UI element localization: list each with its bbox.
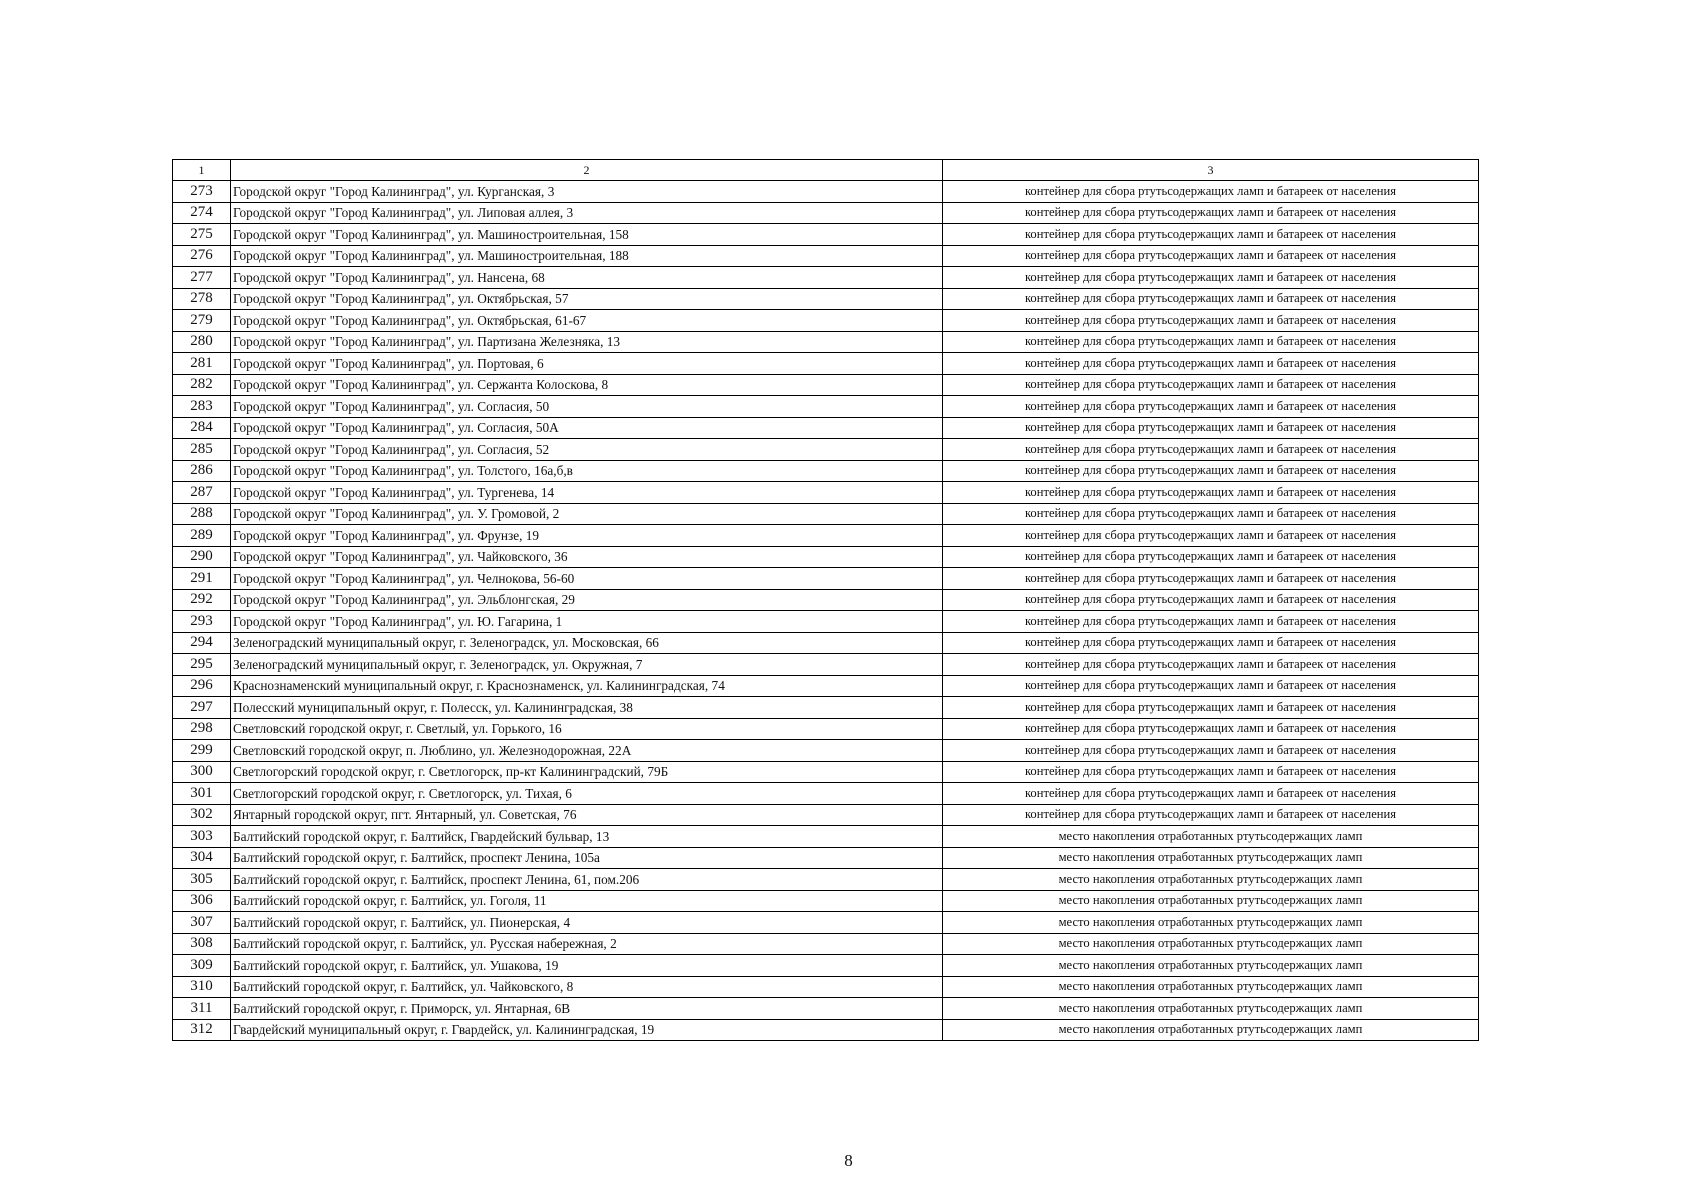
row-number-cell: 310	[173, 976, 231, 998]
facility-type-cell: контейнер для сбора ртутьсодержащих ламп и батареек от населения	[943, 374, 1479, 396]
row-number-cell: 303	[173, 826, 231, 848]
facility-type-cell: контейнер для сбора ртутьсодержащих ламп и батареек от населения	[943, 697, 1479, 719]
facility-type-cell: место накопления отработанных ртутьсодержащих ламп	[943, 890, 1479, 912]
address-cell: Краснознаменский муниципальный округ, г. Краснознаменск, ул. Калининградская, 74	[231, 675, 943, 697]
table-row	[173, 869, 1479, 891]
address-cell: Балтийский городской округ, г. Балтийск, ул. Пионерская, 4	[231, 912, 943, 934]
facility-type-cell: контейнер для сбора ртутьсодержащих ламп и батареек от населения	[943, 783, 1479, 805]
facility-type-cell: контейнер для сбора ртутьсодержащих ламп и батареек от населения	[943, 718, 1479, 740]
table-row	[173, 632, 1479, 654]
address-cell: Полесский муниципальный округ, г. Полесск, ул. Калининградская, 38	[231, 697, 943, 719]
address-cell: Балтийский городской округ, г. Балтийск, ул. Ушакова, 19	[231, 955, 943, 977]
table-row	[173, 761, 1479, 783]
row-number-cell: 294	[173, 632, 231, 654]
row-number-cell: 304	[173, 847, 231, 869]
address-cell: Балтийский городской округ, г. Балтийск, ул. Русская набережная, 2	[231, 933, 943, 955]
facility-type-cell: место накопления отработанных ртутьсодержащих ламп	[943, 826, 1479, 848]
address-cell: Городской округ "Город Калининград", ул. Курганская, 3	[231, 181, 943, 203]
table-row	[173, 804, 1479, 826]
facility-type-cell: место накопления отработанных ртутьсодержащих ламп	[943, 1019, 1479, 1041]
facility-type-cell: контейнер для сбора ртутьсодержащих ламп и батареек от населения	[943, 353, 1479, 375]
address-cell: Городской округ "Город Калининград", ул. Фрунзе, 19	[231, 525, 943, 547]
column-header-3: 3	[943, 160, 1479, 181]
address-cell: Янтарный городской округ, пгт. Янтарный, ул. Советская, 76	[231, 804, 943, 826]
table-row	[173, 546, 1479, 568]
facility-type-cell: контейнер для сбора ртутьсодержащих ламп и батареек от населения	[943, 310, 1479, 332]
facility-type-cell: место накопления отработанных ртутьсодержащих ламп	[943, 976, 1479, 998]
facility-type-cell: контейнер для сбора ртутьсодержащих ламп и батареек от населения	[943, 439, 1479, 461]
facility-type-cell: контейнер для сбора ртутьсодержащих ламп и батареек от населения	[943, 224, 1479, 246]
facility-type-cell: контейнер для сбора ртутьсодержащих ламп и батареек от населения	[943, 675, 1479, 697]
facility-type-cell: контейнер для сбора ртутьсодержащих ламп и батареек от населения	[943, 202, 1479, 224]
table-row	[173, 933, 1479, 955]
row-number-cell: 311	[173, 998, 231, 1020]
table-row	[173, 503, 1479, 525]
address-cell: Городской округ "Город Калининград", ул. Тургенева, 14	[231, 482, 943, 504]
row-number-cell: 312	[173, 1019, 231, 1041]
row-number-cell: 289	[173, 525, 231, 547]
table-row	[173, 353, 1479, 375]
table-row	[173, 955, 1479, 977]
table-row	[173, 267, 1479, 289]
table-row	[173, 181, 1479, 203]
table-row	[173, 847, 1479, 869]
row-number-cell: 273	[173, 181, 231, 203]
address-cell: Городской округ "Город Калининград", ул. Толстого, 16а,б,в	[231, 460, 943, 482]
facility-type-cell: контейнер для сбора ртутьсодержащих ламп и батареек от населения	[943, 245, 1479, 267]
row-number-cell: 277	[173, 267, 231, 289]
address-cell: Городской округ "Город Калининград", ул. Машиностроительная, 188	[231, 245, 943, 267]
address-cell: Городской округ "Город Калининград", ул. Октябрьская, 61-67	[231, 310, 943, 332]
table-row	[173, 460, 1479, 482]
facility-type-cell: место накопления отработанных ртутьсодержащих ламп	[943, 869, 1479, 891]
address-cell: Городской округ "Город Калининград", ул. Эльблонгская, 29	[231, 589, 943, 611]
table-row	[173, 331, 1479, 353]
facility-type-cell: контейнер для сбора ртутьсодержащих ламп и батареек от населения	[943, 267, 1479, 289]
address-cell: Светлогорский городской округ, г. Светлогорск, ул. Тихая, 6	[231, 783, 943, 805]
address-cell: Балтийский городской округ, г. Балтийск, проспект Ленина, 105а	[231, 847, 943, 869]
row-number-cell: 298	[173, 718, 231, 740]
facility-type-cell: место накопления отработанных ртутьсодержащих ламп	[943, 912, 1479, 934]
address-cell: Городской округ "Город Калининград", ул. Чайковского, 36	[231, 546, 943, 568]
facility-type-cell: контейнер для сбора ртутьсодержащих ламп и батареек от населения	[943, 568, 1479, 590]
address-cell: Городской округ "Город Калининград", ул. Сержанта Колоскова, 8	[231, 374, 943, 396]
table-row	[173, 718, 1479, 740]
row-number-cell: 302	[173, 804, 231, 826]
column-header-1: 1	[173, 160, 231, 181]
table-row	[173, 396, 1479, 418]
row-number-cell: 286	[173, 460, 231, 482]
facility-type-cell: контейнер для сбора ртутьсодержащих ламп и батареек от населения	[943, 589, 1479, 611]
row-number-cell: 293	[173, 611, 231, 633]
row-number-cell: 278	[173, 288, 231, 310]
facility-type-cell: контейнер для сбора ртутьсодержащих ламп и батареек от населения	[943, 417, 1479, 439]
address-cell: Городской округ "Город Калининград", ул. Машиностроительная, 158	[231, 224, 943, 246]
row-number-cell: 282	[173, 374, 231, 396]
facility-type-cell: контейнер для сбора ртутьсодержащих ламп и батареек от населения	[943, 546, 1479, 568]
table-row	[173, 826, 1479, 848]
row-number-cell: 287	[173, 482, 231, 504]
table-header-row	[173, 160, 1479, 181]
address-cell: Городской округ "Город Калининград", ул. У. Громовой, 2	[231, 503, 943, 525]
table-row	[173, 245, 1479, 267]
table-row	[173, 439, 1479, 461]
table-row	[173, 417, 1479, 439]
table-row	[173, 890, 1479, 912]
row-number-cell: 292	[173, 589, 231, 611]
table-row	[173, 374, 1479, 396]
address-cell: Балтийский городской округ, г. Балтийск, ул. Чайковского, 8	[231, 976, 943, 998]
row-number-cell: 308	[173, 933, 231, 955]
facility-type-cell: контейнер для сбора ртутьсодержащих ламп и батареек от населения	[943, 804, 1479, 826]
facility-type-cell: контейнер для сбора ртутьсодержащих ламп и батареек от населения	[943, 632, 1479, 654]
address-cell: Городской округ "Город Калининград", ул. Согласия, 50А	[231, 417, 943, 439]
row-number-cell: 274	[173, 202, 231, 224]
row-number-cell: 290	[173, 546, 231, 568]
column-header-2: 2	[231, 160, 943, 181]
row-number-cell: 280	[173, 331, 231, 353]
table-row	[173, 740, 1479, 762]
table-row	[173, 654, 1479, 676]
facility-type-cell: контейнер для сбора ртутьсодержащих ламп и батареек от населения	[943, 288, 1479, 310]
table-row	[173, 288, 1479, 310]
address-cell: Светлогорский городской округ, г. Светлогорск, пр-кт Калининградский, 79Б	[231, 761, 943, 783]
table-row	[173, 310, 1479, 332]
facility-type-cell: контейнер для сбора ртутьсодержащих ламп и батареек от населения	[943, 525, 1479, 547]
row-number-cell: 305	[173, 869, 231, 891]
facility-type-cell: контейнер для сбора ртутьсодержащих ламп и батареек от населения	[943, 331, 1479, 353]
address-cell: Городской округ "Город Калининград", ул. Липовая аллея, 3	[231, 202, 943, 224]
address-cell: Светловский городской округ, г. Светлый, ул. Горького, 16	[231, 718, 943, 740]
row-number-cell: 295	[173, 654, 231, 676]
row-number-cell: 288	[173, 503, 231, 525]
row-number-cell: 307	[173, 912, 231, 934]
table-row	[173, 697, 1479, 719]
row-number-cell: 301	[173, 783, 231, 805]
row-number-cell: 275	[173, 224, 231, 246]
table-row	[173, 224, 1479, 246]
row-number-cell: 299	[173, 740, 231, 762]
table-row	[173, 202, 1479, 224]
address-cell: Балтийский городской округ, г. Балтийск, проспект Ленина, 61, пом.206	[231, 869, 943, 891]
table-row	[173, 976, 1479, 998]
table-row	[173, 568, 1479, 590]
address-cell: Городской округ "Город Калининград", ул. Портовая, 6	[231, 353, 943, 375]
table-row	[173, 675, 1479, 697]
facility-type-cell: контейнер для сбора ртутьсодержащих ламп и батареек от населения	[943, 611, 1479, 633]
table-row	[173, 783, 1479, 805]
row-number-cell: 283	[173, 396, 231, 418]
address-cell: Балтийский городской округ, г. Балтийск, Гвардейский бульвар, 13	[231, 826, 943, 848]
address-cell: Городской округ "Город Калининград", ул. Нансена, 68	[231, 267, 943, 289]
row-number-cell: 279	[173, 310, 231, 332]
row-number-cell: 297	[173, 697, 231, 719]
address-cell: Балтийский городской округ, г. Приморск, ул. Янтарная, 6В	[231, 998, 943, 1020]
table-row	[173, 482, 1479, 504]
address-cell: Городской округ "Город Калининград", ул. Согласия, 52	[231, 439, 943, 461]
facility-type-cell: контейнер для сбора ртутьсодержащих ламп и батареек от населения	[943, 503, 1479, 525]
address-cell: Городской округ "Город Калининград", ул. Октябрьская, 57	[231, 288, 943, 310]
address-cell: Городской округ "Город Калининград", ул. Челнокова, 56-60	[231, 568, 943, 590]
facility-type-cell: контейнер для сбора ртутьсодержащих ламп и батареек от населения	[943, 396, 1479, 418]
row-number-cell: 291	[173, 568, 231, 590]
table-row	[173, 525, 1479, 547]
table-row	[173, 998, 1479, 1020]
facility-type-cell: контейнер для сбора ртутьсодержащих ламп и батареек от населения	[943, 740, 1479, 762]
row-number-cell: 296	[173, 675, 231, 697]
address-cell: Зеленоградский муниципальный округ, г. Зеленоградск, ул. Окружная, 7	[231, 654, 943, 676]
address-cell: Гвардейский муниципальный округ, г. Гвардейск, ул. Калининградская, 19	[231, 1019, 943, 1041]
facility-type-cell: место накопления отработанных ртутьсодержащих ламп	[943, 955, 1479, 977]
row-number-cell: 284	[173, 417, 231, 439]
facility-type-cell: контейнер для сбора ртутьсодержащих ламп и батареек от населения	[943, 181, 1479, 203]
facility-type-cell: контейнер для сбора ртутьсодержащих ламп и батареек от населения	[943, 482, 1479, 504]
table-row	[173, 611, 1479, 633]
table-row	[173, 589, 1479, 611]
table-body	[173, 160, 1479, 1041]
row-number-cell: 285	[173, 439, 231, 461]
data-table	[172, 159, 1479, 1041]
address-cell: Балтийский городской округ, г. Балтийск, ул. Гоголя, 11	[231, 890, 943, 912]
address-cell: Городской округ "Город Калининград", ул. Согласия, 50	[231, 396, 943, 418]
address-cell: Городской округ "Город Калининград", ул. Партизана Железняка, 13	[231, 331, 943, 353]
facility-type-cell: место накопления отработанных ртутьсодержащих ламп	[943, 998, 1479, 1020]
row-number-cell: 276	[173, 245, 231, 267]
table-row	[173, 1019, 1479, 1041]
row-number-cell: 309	[173, 955, 231, 977]
facility-type-cell: место накопления отработанных ртутьсодержащих ламп	[943, 933, 1479, 955]
row-number-cell: 281	[173, 353, 231, 375]
table-row	[173, 912, 1479, 934]
row-number-cell: 300	[173, 761, 231, 783]
facility-type-cell: контейнер для сбора ртутьсодержащих ламп и батареек от населения	[943, 654, 1479, 676]
page-number: 8	[844, 1151, 853, 1170]
address-cell: Светловский городской округ, п. Люблино, ул. Железнодорожная, 22А	[231, 740, 943, 762]
facility-type-cell: место накопления отработанных ртутьсодержащих ламп	[943, 847, 1479, 869]
address-cell: Городской округ "Город Калининград", ул. Ю. Гагарина, 1	[231, 611, 943, 633]
facility-type-cell: контейнер для сбора ртутьсодержащих ламп и батареек от населения	[943, 761, 1479, 783]
address-cell: Зеленоградский муниципальный округ, г. Зеленоградск, ул. Московская, 66	[231, 632, 943, 654]
facility-type-cell: контейнер для сбора ртутьсодержащих ламп и батареек от населения	[943, 460, 1479, 482]
row-number-cell: 306	[173, 890, 231, 912]
